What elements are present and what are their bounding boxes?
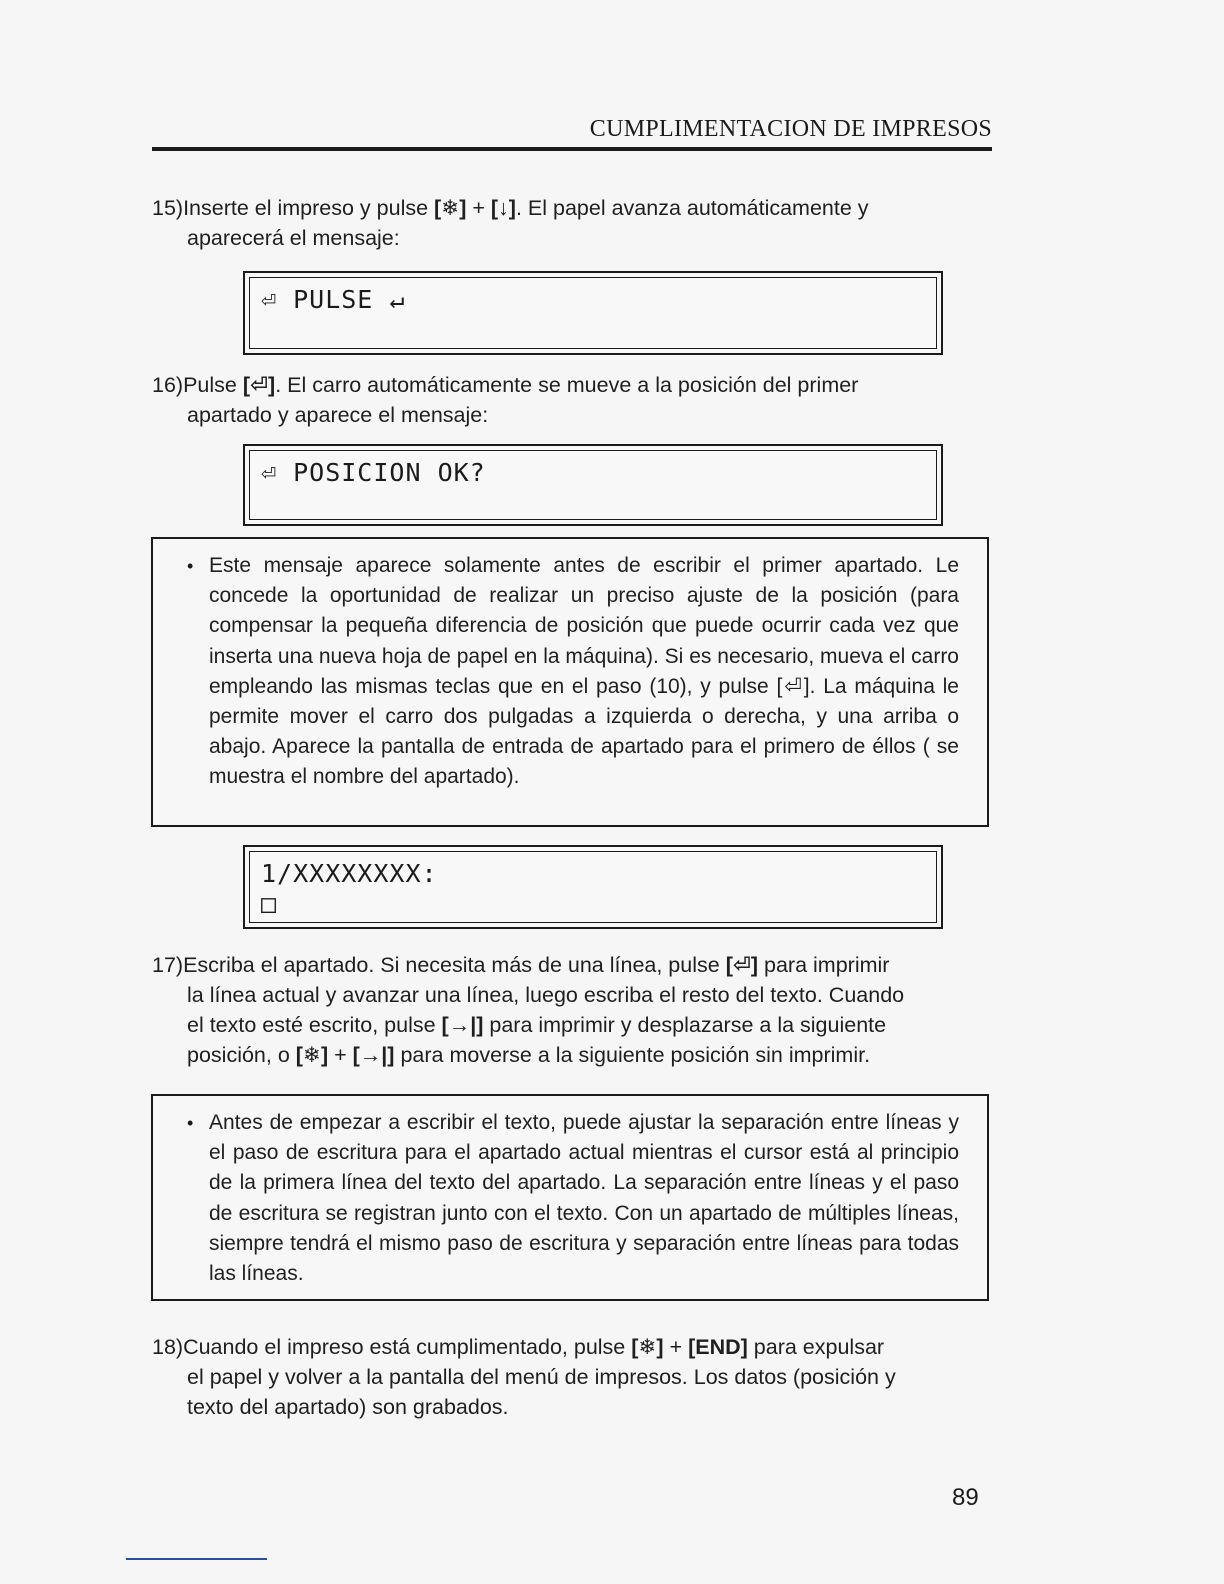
page-number: 89 — [952, 1484, 979, 1511]
code-key: [❄] — [434, 196, 467, 220]
return-key: [⏎] — [725, 953, 759, 977]
note-box-1 — [151, 537, 989, 827]
step-17: 17)Escriba el apartado. Si necesita más de una línea, pulse [⏎] para imprimir la línea actual y avanzar una línea, luego escriba el resto del texto. Cuando el texto esté escrito, pulse [→|] para imprimir y desplazarse a la siguiente posición, o [❄] + [→|] para moverse a la siguiente posición sin imprimir. — [152, 953, 905, 1067]
tab-key: [→|] — [352, 1043, 395, 1067]
bullet: • — [187, 556, 194, 576]
step-number: 18) — [152, 1335, 184, 1359]
lcd-display-apartado — [243, 845, 943, 929]
step-15: 15)Inserte el impreso y pulse [❄] + [↓]. El papel avanza automáticamente y aparecerá el mensaje: — [152, 196, 869, 250]
header-rule — [152, 147, 992, 151]
footer-rule — [126, 1558, 267, 1560]
bullet: • — [187, 1113, 194, 1133]
lcd-display-pulse — [243, 271, 943, 355]
step-number: 17) — [152, 953, 184, 977]
step-16: 16)Pulse [⏎]. El carro automáticamente se mueve a la posición del primer apartado y aparece el mensaje: — [152, 373, 859, 427]
step-number: 15) — [152, 196, 184, 220]
lcd-display-posicion — [243, 444, 943, 526]
note-text: Antes de empezar a escribir el texto, puede ajustar la separación entre líneas y el paso de escritura para el apartado actual mientras el cursor está al principio de la primera línea del texto del apartado. La separación entre líneas y el paso de escritura se registran junto con el texto. Con un apartado de múltiples líneas, siempre tendrá el mismo paso de escritura y separación entre líneas para todas las líneas. — [209, 1111, 959, 1286]
lcd-line-1: 1/XXXXXXXX: — [261, 859, 438, 888]
lcd-message: ⏎ POSICION OK? — [261, 458, 486, 487]
step-number: 16) — [152, 373, 184, 397]
lcd-message: ⏎ PULSE ↵ — [261, 285, 406, 314]
step-18: 18)Cuando el impreso está cumplimentado, pulse [❄] + [END] para expulsar el papel y volver a la pantalla del menú de impresos. Los datos (posición y texto del apartado) son grabados. — [152, 1335, 896, 1419]
running-header: CUMPLIMENTACION DE IMPRESOS — [589, 116, 992, 142]
code-key: [❄] — [295, 1043, 329, 1067]
return-key: [⏎] — [242, 373, 276, 397]
paper-feed-key: [↓] — [490, 196, 516, 220]
note-text: Este mensaje aparece solamente antes de escribir el primer apartado. Le concede la oportunidad de realizar un preciso ajuste de la posición (para compensar la pequeña diferencia de posición que puede ocurrir cada vez que inserta una nueva hoja de papel en la máquina). Si es necesario, mueva el carro empleando las mismas teclas que en el paso (10), y pulse [⏎]. La máquina le permite mover el carro dos pulgadas a izquierda o derecha, y una arriba o abajo. Aparece la pantalla de entrada de apartado para el primero de éllos ( se muestra el nombre del apartado). — [209, 554, 959, 789]
tab-key: [→|] — [441, 1013, 484, 1037]
code-key: [❄] — [631, 1335, 664, 1359]
end-key: [END] — [688, 1335, 748, 1359]
note-box-2 — [151, 1094, 989, 1301]
lcd-cursor: □ — [261, 889, 278, 918]
